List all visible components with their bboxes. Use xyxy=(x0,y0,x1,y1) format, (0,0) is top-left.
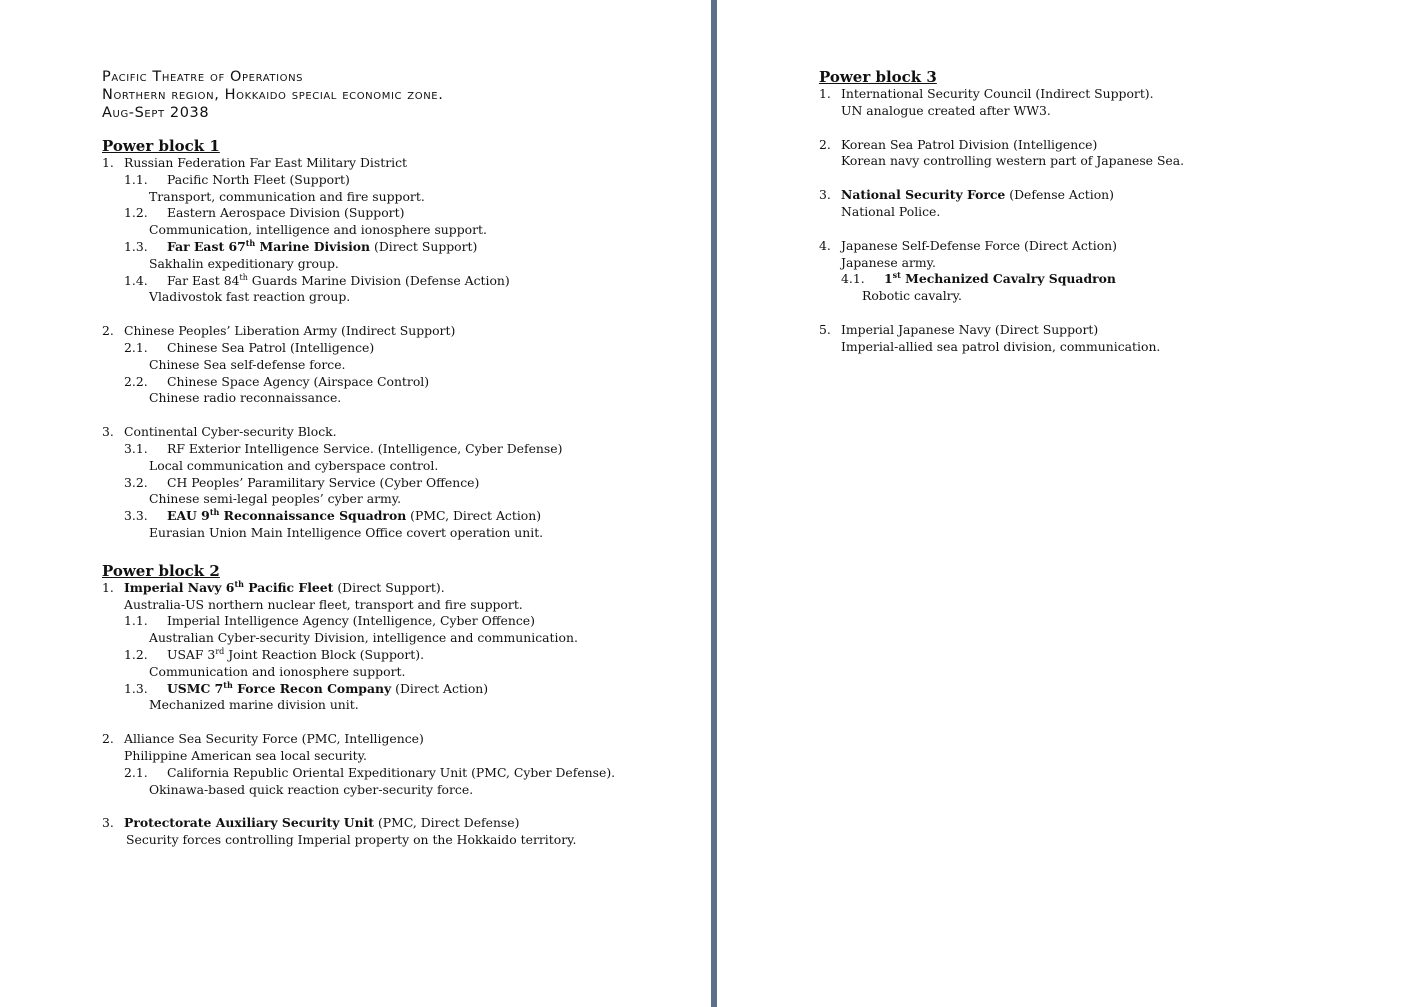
item-text: International Security Council (Indirect Support). xyxy=(841,86,1154,101)
item-number: 4. xyxy=(819,237,831,253)
item-number: 3. xyxy=(102,424,114,440)
item-desc: Security forces controlling Imperial property on the Hokkaido territory. xyxy=(126,832,577,848)
item-text: Continental Cyber-security Block. xyxy=(124,424,337,440)
sub-item-desc: Transport, communication and fire support. xyxy=(149,188,425,204)
item-desc: UN analogue created after WW3. xyxy=(841,102,1051,118)
sub-item-desc: Robotic cavalry. xyxy=(862,288,962,304)
sub-item: 1.4. Far East 84th Guards Marine Division (Defense Action) xyxy=(124,272,510,288)
sub-item-desc: Mechanized marine division unit. xyxy=(149,697,359,713)
sub-item: 1.3. Far East 67th Marine Division (Direct Support) xyxy=(124,237,478,254)
sub-item-desc: Vladivostok fast reaction group. xyxy=(149,289,351,305)
item-desc: Philippine American sea local security. xyxy=(124,747,367,763)
item-number: 3. xyxy=(102,815,114,831)
list-item xyxy=(102,731,692,798)
sub-item: 1.1. Imperial Intelligence Agency (Intelligence, Cyber Offence) xyxy=(124,613,535,629)
item-number: 1. xyxy=(102,579,114,595)
sub-item-desc: Okinawa-based quick reaction cyber-security force. xyxy=(149,781,474,797)
item-text: Russian Federation Far East Military District xyxy=(124,155,407,170)
sub-item-desc: Communication, intelligence and ionosphere support. xyxy=(149,222,487,238)
sub-item: 1.2. Eastern Aerospace Division (Support) xyxy=(124,205,405,221)
sub-item-desc: Local communication and cyberspace control. xyxy=(149,457,439,473)
item-number: 5. xyxy=(819,321,831,337)
list-item xyxy=(819,86,1409,120)
power-block-3-title: Power block 3 xyxy=(819,68,937,86)
right-page-content xyxy=(819,68,1409,356)
sub-item-desc: Sakhalin expeditionary group. xyxy=(149,255,339,271)
sub-item: 3.2. CH Peoples’ Paramilitary Service (Cyber Offence) xyxy=(124,474,480,490)
item-text: Alliance Sea Security Force (PMC, Intelligence) xyxy=(124,731,424,747)
list-item xyxy=(819,137,1409,171)
item-text: Imperial Japanese Navy (Direct Support) xyxy=(841,321,1099,337)
list-item xyxy=(102,323,692,407)
right-page xyxy=(717,0,1428,1007)
item-number: 2. xyxy=(102,731,114,747)
sub-item: 2.1. Chinese Sea Patrol (Intelligence) xyxy=(124,339,375,355)
sub-item: 3.1. RF Exterior Intelligence Service. (Intelligence, Cyber Defense) xyxy=(124,440,563,456)
item-desc: Australia-US northern nuclear fleet, transport and fire support. xyxy=(124,596,523,612)
item-text: Korean Sea Patrol Division (Intelligence) xyxy=(841,136,1098,152)
item-desc: Imperial-allied sea patrol division, communication. xyxy=(841,338,1161,354)
item-number: 1. xyxy=(102,155,114,170)
sub-item-desc: Chinese semi-legal peoples’ cyber army. xyxy=(149,491,402,507)
doc-date: Aug-Sept 2038 xyxy=(102,105,210,121)
item-desc: Korean navy controlling western part of Japanese Sea. xyxy=(841,153,1185,169)
item-number: 2. xyxy=(819,136,831,152)
sub-item: 2.1. California Republic Oriental Expeditionary Unit (PMC, Cyber Defense). xyxy=(124,764,616,780)
left-page-content xyxy=(102,68,692,849)
sub-item: 1.2. USAF 3rd Joint Reaction Block (Support). xyxy=(124,646,425,662)
list-item xyxy=(819,238,1409,305)
list-item xyxy=(102,424,692,542)
sub-item: 1.3. USMC 7th Force Recon Company (Direct Action) xyxy=(124,679,489,696)
sub-item-desc: Chinese radio reconnaissance. xyxy=(149,390,342,406)
item-number: 3. xyxy=(819,187,831,203)
list-item: 3. National Security Force (Defense Action) National Police. xyxy=(819,187,1409,221)
item-desc: Japanese army. xyxy=(841,254,936,270)
doc-title: Pacific Theatre of Operations xyxy=(102,69,304,85)
left-page xyxy=(0,0,711,1007)
doc-region: Northern region, Hokkaido special economic zone. xyxy=(102,87,444,103)
list-item: 1. Imperial Navy 6th Pacific Fleet (Direct Support). Australia-US northern nuclear fleet, transport and fire support. 1.1. Imperial Intelligence Agency (Intelligence, Cyber Offence) Australian Cyber-security Division, intelligence and communication. 1.2. USAF 3rd Joint Reaction Block (Support). Communication and ionosphere support. 1.3. USMC 7th Force Recon Company (Direct Action) Mechanized marine division unit. xyxy=(102,580,692,714)
item-number: 2. xyxy=(102,323,114,339)
sub-item-desc: Eurasian Union Main Intelligence Office covert operation unit. xyxy=(149,524,544,540)
power-block-2-title: Power block 2 xyxy=(102,561,220,580)
sub-item: 1.1. Pacific North Fleet (Support) xyxy=(124,171,350,187)
item-text: Japanese Self-Defense Force (Direct Action) xyxy=(841,237,1117,253)
power-block-1-title: Power block 1 xyxy=(102,137,220,155)
sub-item-desc: Chinese Sea self-defense force. xyxy=(149,356,346,372)
item-text: Chinese Peoples’ Liberation Army (Indirect Support) xyxy=(124,323,456,339)
sub-item: 2.2. Chinese Space Agency (Airspace Control) xyxy=(124,373,430,389)
list-item: 3. Protectorate Auxiliary Security Unit (PMC, Direct Defense) Security forces controlling Imperial property on the Hokkaido territory. xyxy=(102,815,692,849)
item-number: 1. xyxy=(819,86,831,101)
sub-item: 3.3. EAU 9th Reconnaissance Squadron (PMC, Direct Action) xyxy=(124,507,542,524)
list-item xyxy=(819,322,1409,356)
sub-item-desc: Australian Cyber-security Division, intelligence and communication. xyxy=(149,630,578,646)
sub-item: 4.1. 1st Mechanized Cavalry Squadron xyxy=(841,270,1116,287)
item-desc: National Police. xyxy=(841,203,941,219)
list-item xyxy=(102,155,692,306)
sub-item-desc: Communication and ionosphere support. xyxy=(149,663,406,679)
